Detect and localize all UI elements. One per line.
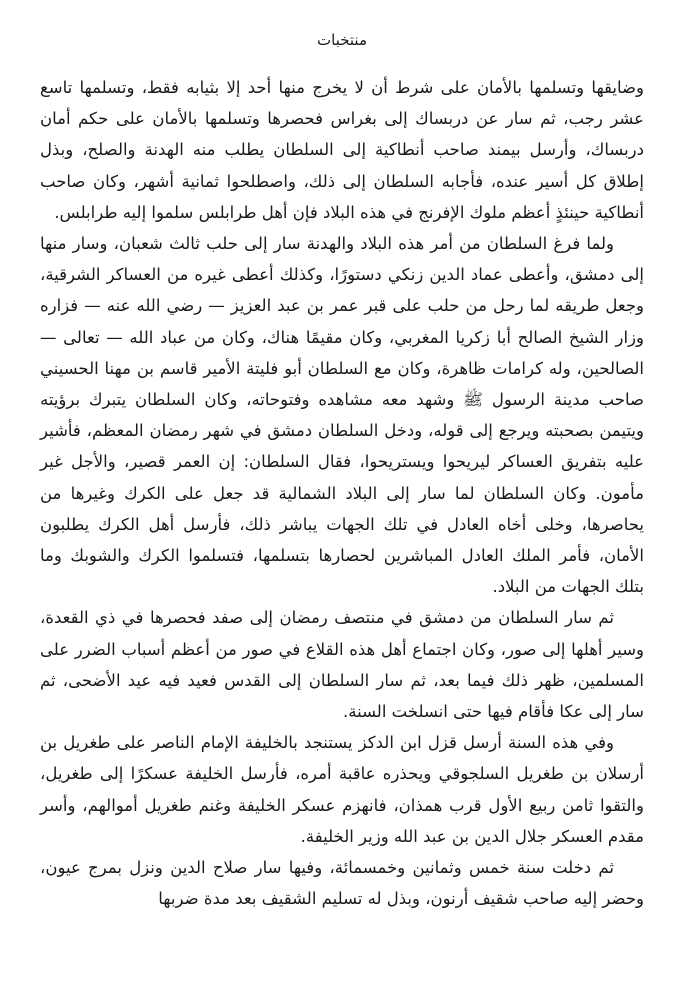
- running-header: منتخبات: [317, 31, 367, 49]
- paragraph-2: ولما فرغ السلطان من أمر هذه البلاد والهدنة سار إلى حلب ثالث شعبان، وسار منها إلى دمشق، وأعطى عماد الدين زنكي دستورًا، وكذلك أعطى غيره من العساكر الشرقية، وجعل طريقه لما رحل من حلب على قبر عمر بن عبد العزيز — رضي الله عنه — فزاره وزار الشيخ الصالح أبا زكريا المغربي، وكان مقيمًا هناك، وكان من عباد الله — تعالى — الصالحين، وله كرامات ظاهرة، وكان مع السلطان أبو فليتة الأمير قاسم بن مهنا الحسيني صاحب مدينة الرسول ﷺ وشهد معه مشاهده وفتوحاته، وكان السلطان يتبرك برؤيته ويتيمن بصحبته ويرجع إلى قوله، ودخل السلطان دمشق في شهر رمضان المعظم، فأشير عليه بتفريق العساكر ليريحوا ويستريحوا، فقال السلطان: إن العمر قصير، والأجل غير مأمون. وكان السلطان لما سار إلى البلاد الشمالية قد جعل على الكرك وغيرها من يحاصرها، وخلى أخاه العادل في تلك الجهات يباشر ذلك، فأرسل أهل الكرك يطلبون الأمان، فأمر الملك العادل المباشرين لحصارها بتسلمها، فتسلموا الكرك والشوبك وما بتلك الجهات من البلاد.: [40, 234, 644, 597]
- paragraph-5: ثم دخلت سنة خمس وثمانين وخمسمائة، وفيها سار صلاح الدين ونزل بمرج عيون، وحضر إليه صاحب شقيف أرنون، وبذل له تسليم الشقيف بعد مدة ضربها: [40, 858, 644, 909]
- paragraph-1: وضايقها وتسلمها بالأمان على شرط أن لا يخرج منها أحد إلا بثيابه فقط، وتسلمها تاسع عشر رجب، ثم سار عن دربساك إلى بغراس فحصرها وتسلمها بالأمان على حكم أمان دربساك، وأرسل بيمند صاحب أنطاكية إلى السلطان يطلب منه الهدنة والصلح، وبذل إطلاق كل أسير عنده، فأجابه السلطان إلى ذلك، واصطلحوا ثمانية أشهر، وكان صاحب أنطاكية حينئذٍ أعظم ملوك الإفرنج في هذه البلاد فإن أهل طرابلس سلموا إليه طرابلس.: [40, 78, 644, 222]
- paragraph-3: ثم سار السلطان من دمشق في منتصف رمضان إلى صفد فحصرها في ذي القعدة، وسير أهلها إلى صور، وكان اجتماع أهل هذه القلاع في صور من أعظم أسباب الضرر على المسلمين، ظهر ذلك فيما بعد، ثم سار السلطان إلى القدس فعيد فيه عيد الأضحى، ثم سار إلى عكا فأقام فيها حتى انسلخت السنة.: [40, 608, 644, 722]
- body-text: [40, 72, 644, 914]
- paragraph-4: وفي هذه السنة أرسل قزل ابن الدكز يستنجد بالخليفة الإمام الناصر على طغريل بن أرسلان بن طغريل السلجوقي ويحذره عاقبة أمره، فأرسل الخليفة عسكرًا إلى طغريل، والتقوا ثامن ربيع الأول قرب همذان، فانهزم عسكر الخليفة وغنم طغريل أموالهم، وأسر مقدم العسكر جلال الدين بن عبد الله وزير الخليفة.: [40, 733, 644, 846]
